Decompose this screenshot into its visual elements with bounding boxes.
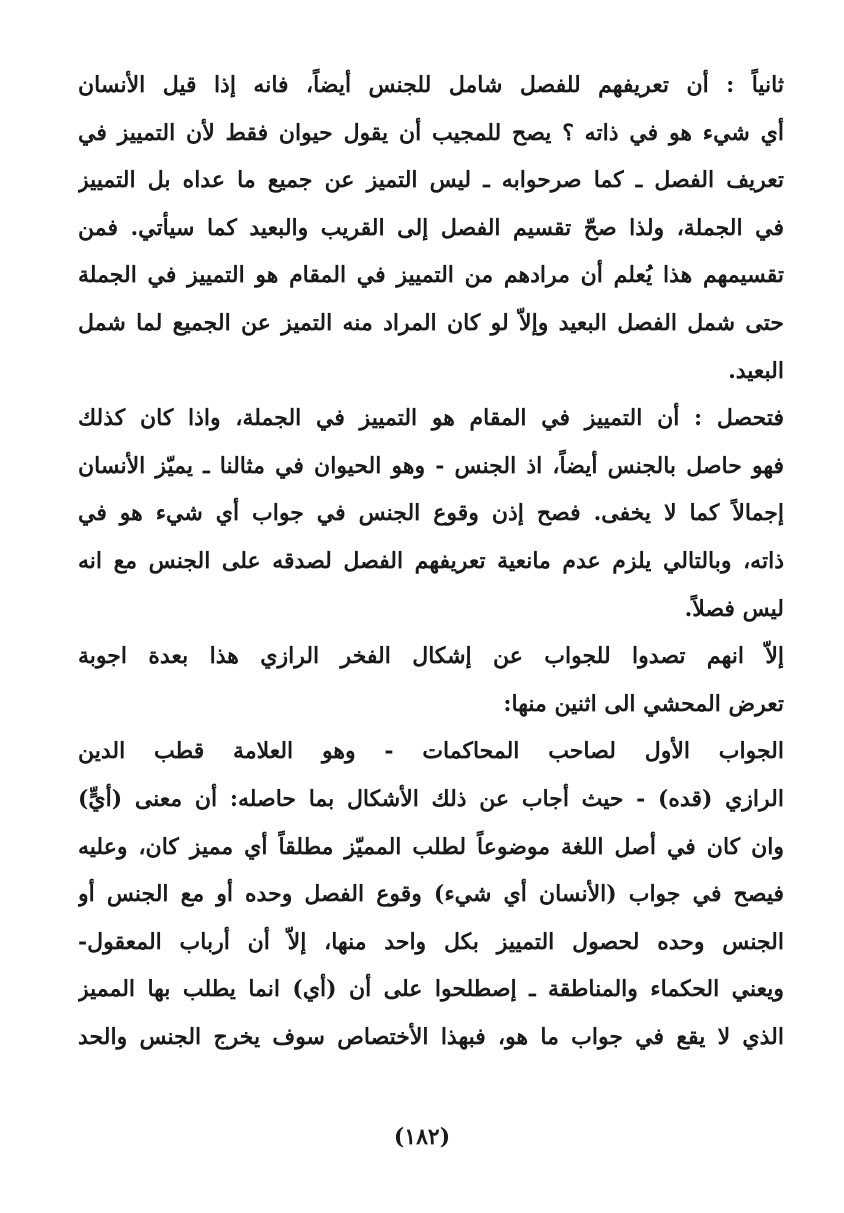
text-line: أي شيء هو في ذاته ؟ يصح للمجيب أن يقول حيوان فقط لأن التمييز في bbox=[78, 119, 784, 146]
text-line: الجواب الأول لصاحب المحاكمات - وهو العلامة قطب الدين bbox=[78, 738, 784, 765]
text-line: الذي لا يقع في جواب ما هو، فبهذا الأختصاص سوف يخرج الجنس والحد bbox=[78, 1023, 784, 1050]
text-line: وان كان في أصل اللغة موضوعاً لطلب المميّز مطلقاً أي مميز كان، وعليه bbox=[78, 833, 784, 860]
text-line: تعرض المحشي الى اثنين منها: bbox=[503, 690, 784, 717]
text-line: ليس فصلاً. bbox=[684, 595, 784, 622]
text-line: تقسيمهم هذا يُعلم أن مرادهم من التمييز في المقام هو التمييز في الجملة bbox=[78, 262, 784, 289]
text-line: الرازي (قده) - حيث أجاب عن ذلك الأشكال بما حاصله: أن معنى (أيٍّ) bbox=[78, 785, 784, 812]
text-line: ثانياً : أن تعريفهم للفصل شامل للجنس أيضاً، فانه إذا قيل الأنسان bbox=[78, 72, 784, 98]
text-line: الجنس وحده لحصول التمييز بكل واحد منها، إلاّ أن أرباب المعقول- bbox=[78, 928, 784, 955]
text-line: إلاّ انهم تصدوا للجواب عن إشكال الفخر الرازي هذا بعدة اجوبة bbox=[78, 643, 784, 670]
body-text bbox=[78, 62, 784, 1061]
text-line: فيصح في جواب (الأنسان أي شيء) وقوع الفصل وحده أو مع الجنس أو bbox=[78, 881, 784, 908]
text-line: حتى شمل الفصل البعيد وإلاّ لو كان المراد منه التميز عن الجميع لما شمل bbox=[78, 309, 784, 336]
text-line: ويعني الحكماء والمناطقة ـ إصطلحوا على أن (أي) انما يطلب بها المميز bbox=[78, 976, 784, 1003]
text-line: تعريف الفصل ـ كما صرحوابه ـ ليس التميز عن جميع ما عداه بل التمييز bbox=[78, 167, 784, 194]
text-line: البعيد. bbox=[728, 357, 784, 384]
text-line: فتحصل : أن التمييز في المقام هو التمييز في الجملة، واذا كان كذلك bbox=[78, 405, 784, 432]
text-line: في الجملة، ولذا صحّ تقسيم الفصل إلى القريب والبعيد كما سيأتي. فمن bbox=[78, 214, 784, 241]
page-number: (١٨٢) bbox=[393, 1124, 451, 1150]
text-line: فهو حاصل بالجنس أيضاً، اذ الجنس - وهو الحيوان في مثالنا ـ يميّز الأنسان bbox=[78, 452, 784, 479]
text-line: ذاته، وبالتالي يلزم عدم مانعية تعريفهم الفصل لصدقه على الجنس مع انه bbox=[78, 547, 784, 574]
text-line: إجمالاً كما لا يخفى. فصح إذن وقوع الجنس في جواب أي شيء هو في bbox=[78, 500, 784, 527]
